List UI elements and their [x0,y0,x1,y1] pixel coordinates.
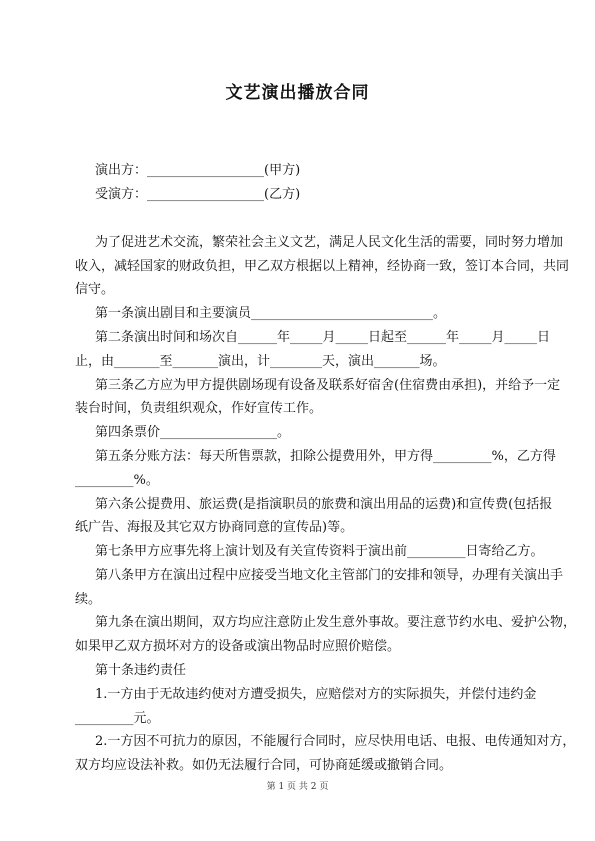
clause-2-line-1: 2.一方因不可抗力的原因，不能履行合同时，应尽快用电话、电报、电传通知对方， [95,734,576,749]
host-party-line: 受演方：__________________(乙方) [95,187,301,202]
article-5-line-1: 第五条分账方法：每天所售票款，扣除公提费用外，甲方得_________%，乙方得 [95,449,556,464]
article-10-heading: 第十条违约责任 [95,663,187,678]
document-title: 文艺演出播放合同 [225,83,370,103]
performer-party-line: 演出方：__________________(甲方) [95,163,301,178]
article-8-line-1: 第八条甲方在演出过程中应接受当地文化主管部门的安排和领导，办理有关演出手 [95,568,564,583]
article-7: 第七条甲方应事先将上演计划及有关宣传资料于演出前_________日寄给乙方。 [95,544,544,559]
page-number: 第 1 页 共 2 页 [266,782,329,792]
clause-1-line-2: _________元。 [75,711,160,726]
article-9-line-1: 第九条在演出期间，双方均应注意防止发生意外事故。要注意节约水电、爱护公物， [95,615,577,630]
article-2-line-2: 止，由_______至_______演出，计________天，演出_______场。 [75,354,446,369]
article-5-line-2: _________%。 [75,473,159,488]
preamble-line-1: 为了促进艺术交流，繁荣社会主义文艺，满足人民文化生活的需要，同时努力增加 [95,235,564,250]
article-2-line-1: 第二条演出时间和场次自______年_____月_____日起至______年_____月_____日 [95,330,551,345]
clause-2-line-2: 双方均应设法补救。如仍无法履行合同，可协商延缓或撤销合同。 [75,758,453,773]
article-4: 第四条票价__________________。 [95,425,291,440]
clause-1-line-1: 1.一方由于无故违约使对方遭受损失，应赔偿对方的实际损失，并偿付违约金 [95,687,537,702]
article-1: 第一条演出剧目和主要演员____________________________。 [95,306,447,321]
article-3-line-2: 装台时间，负责组织观众，作好宣传工作。 [75,401,323,416]
preamble-line-3: 信守。 [75,282,115,297]
article-6-line-2: 纸广告、海报及其它双方协商同意的宣传品)等。 [75,520,354,535]
article-8-line-2: 续。 [75,592,102,607]
article-9-line-2: 如果甲乙双方损坏对方的设备或演出物品时应照价赔偿。 [75,639,401,654]
article-6-line-1: 第六条公提费用、旅运费(是指演职员的旅费和演出用品的运费)和宣传费(包括报 [95,497,553,512]
article-3-line-1: 第三条乙方应为甲方提供剧场现有设备及联系好宿舍(住宿费由承担)，并给予一定 [95,378,561,393]
preamble-line-2: 收入，减轻国家的财政负担，甲乙双方根据以上精神，经协商一致，签订本合同，共同 [75,259,570,274]
